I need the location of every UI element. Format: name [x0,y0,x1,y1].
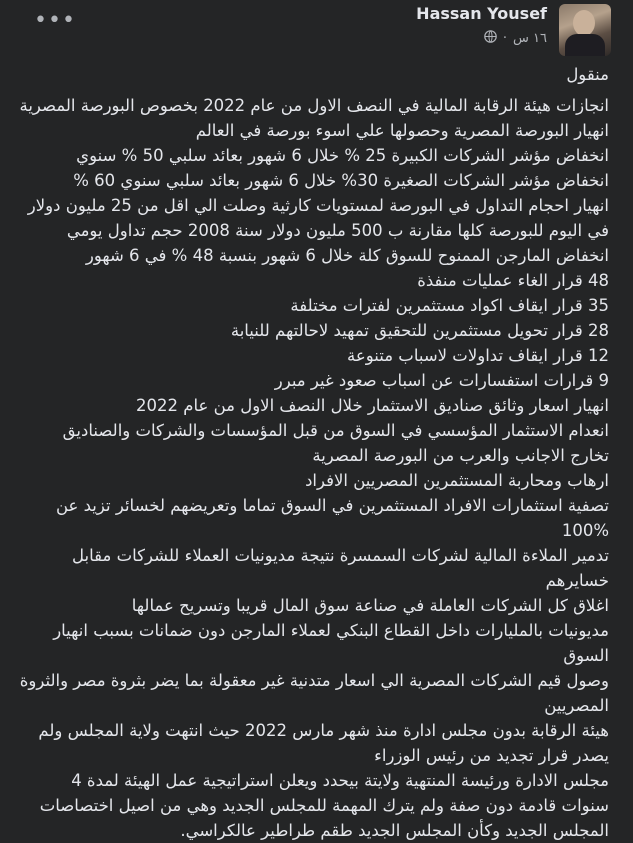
post-line: السوق [563,646,609,665]
post-line: انجازات هيئة الرقابة المالية في النصف الاول من عام 2022 بخصوص البورصة المصرية [19,96,609,115]
post-line: انهيار البورصة المصرية وحصولها علي اسوء بورصة في العالم [195,121,609,140]
post-line: 28 قرار تحويل مستثمرين للتحقيق تمهيد لاحالتهم للنيابة [230,321,609,340]
post-line: يصدر قرار تجديد من رئيس الوزراء [374,746,609,765]
post-line: انخفاض مؤشر الشركات الكبيرة 25 % خلال 6 شهور بعائد سلبي 50 % سنوي [76,146,609,165]
avatar[interactable] [559,4,611,56]
post-line: انخفاض مؤشر الشركات الصغيرة 30% خلال 6 شهور بعائد سلبي سنوي 60 % [73,171,609,190]
post-line: سنوات قادمة دون صفة ولم يترك المهمة للمجلس الجديد وهي من اصيل اختصاصات [39,796,609,815]
post-line: في اليوم للبورصة كلها مقارنة ب 500 مليون دولار سنة 2008 حجم تداول يومي [66,221,609,240]
post-line: انعدام الاستثمار المؤسسي في السوق من قبل المؤسسات والشركات والصناديق [62,421,609,440]
post-line: ارهاب ومحاربة المستثمرين المصريين الافراد [305,471,609,490]
post-line: اغلاق كل الشركات العاملة في صناعة سوق المال قريبا وتسريح عمالها [131,596,609,615]
avatar-face [573,10,595,36]
post-line: المصريين [544,696,609,715]
post-line: مديونيات بالمليارات داخل القطاع البنكي لعملاء المارجن دون ضمانات بسبب انهيار [53,621,609,640]
post-line: انخفاض المارجن الممنوح للسوق كلة خلال 6 شهور بنسبة 48 % في 6 شهور [85,246,609,265]
post-line: 12 قرار ايقاف تداولات لاسباب متنوعة [347,346,609,365]
post-line: 9 قرارات استفسارات عن اسباب صعود غير مبرر [274,371,609,390]
post-line: وصول قيم الشركات المصرية الي اسعار متدنية غير معقولة بما يضر بثروة مصر والثروة [19,671,609,690]
post-line: مجلس الادارة ورئيسة المنتهية ولايتة بيحدد ويعلن استراتيجية عمل الهيئة لمدة 4 [71,771,609,790]
globe-icon [484,30,497,47]
author-name[interactable]: Hassan Yousef [416,4,547,23]
post-line: خسايرهم [545,571,609,590]
post-line: تصفية استثمارات الافراد المستثمرين في السوق تماما وتعريضهم لخسائر تزيد عن [56,496,609,515]
post-line: المجلس الجديد وكأن المجلس الجديد طقم طراطير عالكراسي. [180,821,609,840]
post-line: تخارج الاجانب والعرب من البورصة المصرية [312,446,609,465]
post-line: تدمير الملاءة المالية لشركات السمسرة نتيجة مديونيات العملاء للشركات مقابل [72,546,609,565]
post-meta [484,30,547,47]
post-line: 48 قرار الغاء عمليات منفذة [417,271,609,290]
post-line: انهيار احجام التداول في البورصة لمستويات كارثية وصلت الي اقل من 25 مليون دولار [27,196,609,215]
post-time[interactable]: ١٦ س [513,31,547,46]
post-line: انهيار اسعار وثائق صناديق الاستثمار خلال النصف الاول من عام 2022 [136,396,609,415]
avatar-body [565,34,605,56]
post-header [0,0,633,62]
post-line: 100% [561,521,609,540]
more-options-icon[interactable]: ••• [34,8,76,33]
post-body [9,62,609,843]
post-line: 35 قرار ايقاف اكواد مستثمرين لفترات مختلفة [290,296,609,315]
post-line: هيئة الرقابة بدون مجلس ادارة منذ شهر مارس 2022 حيث انتهت ولاية المجلس ولم [38,721,609,740]
separator-dot: · [502,31,508,46]
post-line: منقول [566,65,609,84]
